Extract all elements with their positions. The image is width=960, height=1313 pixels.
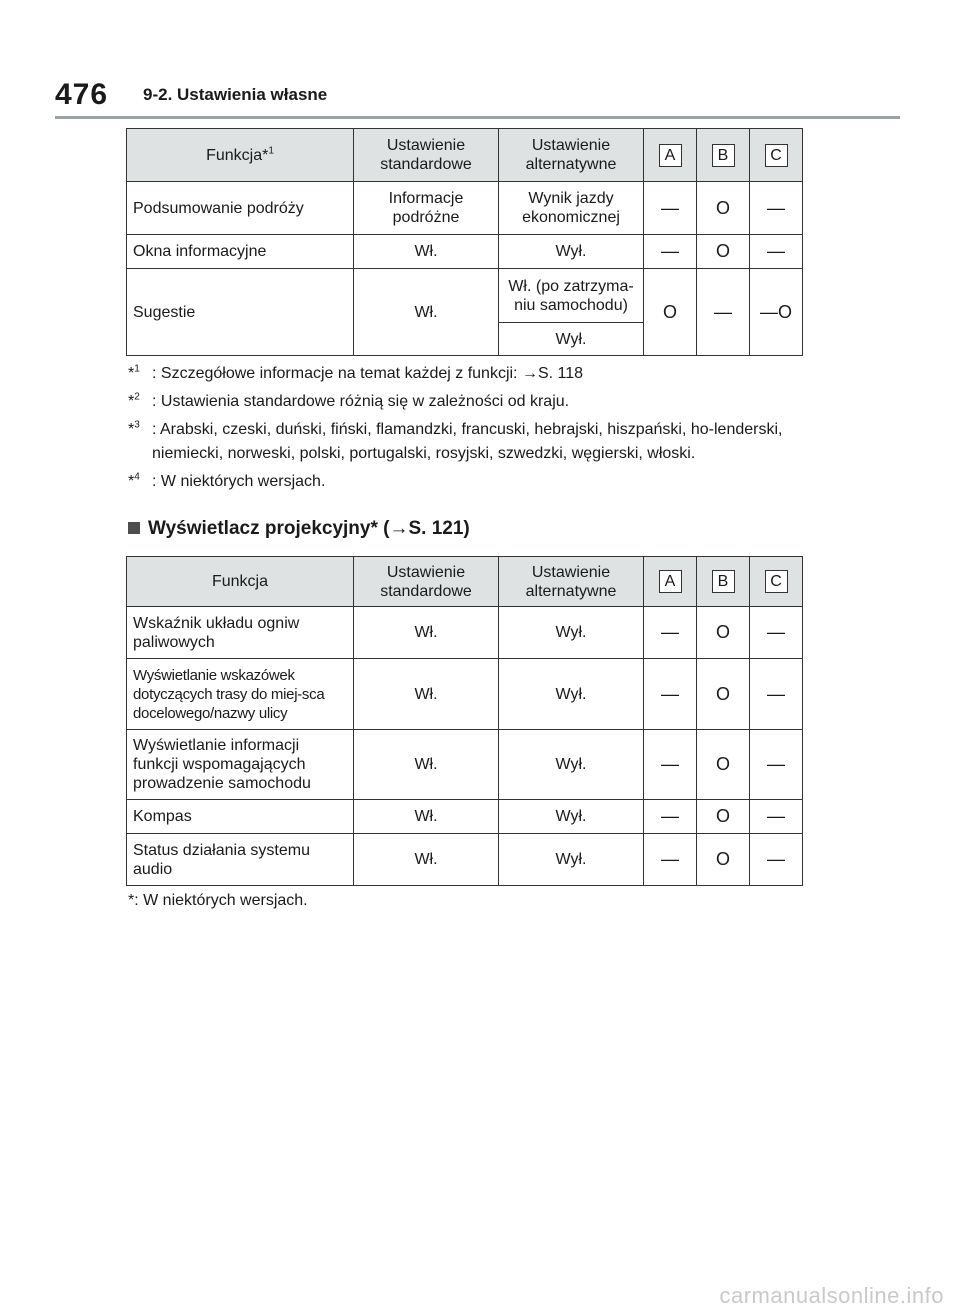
cell-a: — [644,800,697,834]
cell-function: Status działania systemu audio [127,834,354,886]
cell-default: Wł. [354,659,499,730]
table-row [127,182,803,235]
settings-table-2 [126,556,803,886]
cell-function: Okna informacyjne [127,235,354,269]
cell-function: Kompas [127,800,354,834]
cell-c: — [750,607,803,659]
header-alternative: Ustawienie alternatywne [499,557,644,607]
cell-b: — [697,269,750,356]
cell-c: — [750,659,803,730]
header-c: C [750,129,803,182]
cell-a: — [644,834,697,886]
table-header-row [127,129,803,182]
cell-alternative: Wynik jazdy ekonomicznej [499,182,644,235]
cell-b: O [697,659,750,730]
cell-default: Wł. [354,834,499,886]
cell-function: Wyświetlanie informacji funkcji wspomagających prowadzenie samochodu [127,730,354,800]
header-b: B [697,129,750,182]
cell-c: — [750,834,803,886]
cell-alternative: Wył. [499,800,644,834]
cell-alternative: Wył. [499,607,644,659]
cell-b: O [697,235,750,269]
cell-a: — [644,607,697,659]
cell-b: O [697,730,750,800]
cell-b: O [697,607,750,659]
header-a: A [644,129,697,182]
cell-a: — [644,730,697,800]
header-function: Funkcja*$^1$ [127,129,354,182]
cell-b: O [697,834,750,886]
cell-c: — [750,235,803,269]
cell-default: Wł. [354,269,499,356]
table-row [127,800,803,834]
cell-default: Wł. [354,235,499,269]
cell-c: — [750,730,803,800]
cell-c: — [750,800,803,834]
footnote-2: *$^2$ : Ustawienia standardowe różnią się w zależności od kraju. [128,391,570,410]
page-number: 476 [55,78,109,111]
footnote-3: *$^3$ : Arabski, czeski, duński, fiński, flamandzki, francuski, hebrajski, hiszpański, ho-lenderski, niemiecki, norweski, polski, portugalski, rosyjski, szwedzki, węgierski, włoski. [128,419,783,462]
table-row [127,834,803,886]
square-bullet-icon [128,522,140,534]
table-row [127,659,803,730]
cell-function: Sugestie [127,269,354,356]
table-row [127,269,803,323]
table-row [127,607,803,659]
header-a: A [644,557,697,607]
header-b: B [697,557,750,607]
table-header-row [127,557,803,607]
cell-alternative: Wył. [499,235,644,269]
cell-c: —O [750,269,803,356]
watermark: carmanualsonline.info [719,1283,944,1308]
header-default: Ustawienie standardowe [354,557,499,607]
page-header [55,78,900,119]
cell-alternative-2: Wył. [499,323,644,356]
header-function: Funkcja [127,557,354,607]
cell-default: Wł. [354,730,499,800]
header-alternative: Ustawienie alternatywne [499,129,644,182]
footnote-1: *$^1$ : Szczegółowe informacje na temat każdej z funkcji: →S. 118 [128,363,584,382]
cell-function: Wskaźnik układu ogniw paliwowych [127,607,354,659]
cell-b: O [697,800,750,834]
cell-b: O [697,182,750,235]
cell-a: — [644,659,697,730]
cell-c: — [750,182,803,235]
settings-table-1 [126,128,803,356]
header-default: Ustawienie standardowe [354,129,499,182]
cell-a: O [644,269,697,356]
cell-alternative: Wył. [499,659,644,730]
cell-alternative: Wył. [499,834,644,886]
cell-a: — [644,182,697,235]
footnotes [128,362,808,498]
cell-default: Informacje podróżne [354,182,499,235]
subheading: Wyświetlacz projekcyjny* (→S. 121) [128,518,470,540]
cell-function: Wyświetlanie wskazówek dotyczących trasy do miej-sca docelowego/nazwy ulicy [127,659,354,730]
cell-function: Podsumowanie podróży [127,182,354,235]
table-footnote: *: W niektórych wersjach. [128,892,308,909]
table-row [127,235,803,269]
table-row [127,730,803,800]
cell-alternative: Wł. (po zatrzyma-niu samochodu) [499,269,644,323]
section-title: 9-2. Ustawienia własne [143,85,328,104]
footnote-4: *$^4$ : W niektórych wersjach. [128,471,326,490]
cell-a: — [644,235,697,269]
cell-alternative: Wył. [499,730,644,800]
cell-default: Wł. [354,800,499,834]
cell-default: Wł. [354,607,499,659]
header-c: C [750,557,803,607]
